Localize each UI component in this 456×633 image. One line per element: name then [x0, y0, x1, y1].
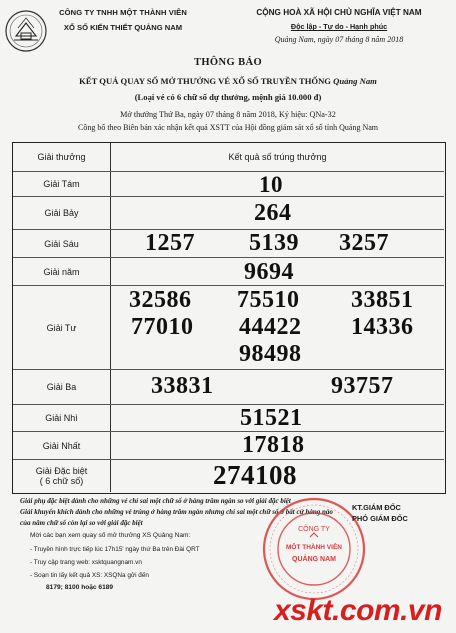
winning-number: 77010 — [131, 314, 194, 340]
winning-number-special: 274108 — [213, 460, 297, 490]
bullet-tv: - Truyền hình trực tiếp lúc 17h15' ngày thứ Ba trên Đài QRT — [30, 546, 200, 553]
winning-number: 98498 — [239, 341, 302, 367]
prize-row-7 — [13, 197, 444, 230]
prize-label: Giải Đặc biệt — [35, 466, 88, 476]
notice-subtitle — [0, 76, 456, 86]
prize-label: Giải Tám — [13, 172, 111, 196]
prize-row-2 — [13, 405, 444, 432]
header-result: Kết quả số trúng thưởng — [228, 152, 327, 162]
prize-label: Giải Tư — [13, 286, 111, 369]
prize-row-5 — [13, 258, 444, 286]
prize-label: Giải Ba — [13, 370, 111, 404]
place-date: Quảng Nam, ngày 07 tháng 8 năm 2018 — [274, 35, 404, 44]
signature-title1: KT.GIÁM ĐỐC — [352, 503, 401, 512]
national-header — [226, 8, 452, 44]
note-consolation: Giải khuyến khích dành cho những vé trúng ở hàng trăm ngàn nhưng chỉ sai một chữ số ở bất cứ hàng nào — [20, 508, 333, 516]
prize-row-3 — [13, 370, 444, 405]
winning-number: 93757 — [331, 373, 394, 399]
seal-text-top: CÔNG TY — [298, 526, 330, 533]
prize-label: Giải Nhất — [13, 432, 111, 459]
national-motto: Độc lập - Tự do - Hạnh phúc — [290, 22, 388, 31]
winning-number: 51521 — [240, 405, 303, 431]
note-special-sub: Giải phụ đặc biệt dành cho những vé chỉ sai một chữ số ở hàng trăm ngàn so với giải đặc biệt — [20, 497, 291, 505]
winning-number: 33851 — [351, 287, 414, 313]
invite-text: Mời các bạn xem quay số mở thưởng XS Quảng Nam: — [30, 532, 191, 539]
winning-number: 17818 — [242, 432, 305, 458]
seal-text-bottom: QUẢNG NAM — [292, 556, 336, 563]
prize-label: Giải Nhì — [13, 405, 111, 431]
prize-row-6 — [13, 230, 444, 258]
winning-number: 5139 — [249, 230, 299, 256]
winning-number: 44422 — [239, 314, 302, 340]
winning-number: 10 — [259, 172, 283, 197]
bullet-sms: - Soạn tin lấy kết quả XS: XSQNa gởi đến — [30, 572, 149, 579]
company-name-block — [48, 8, 198, 32]
notice-title: THÔNG BÁO — [193, 57, 263, 68]
note-consolation-cont: của năm chữ số còn lại so với giải đặc biệt — [20, 519, 143, 527]
seal-text-mid: MỘT THÀNH VIÊN — [286, 544, 342, 551]
winning-number: 3257 — [339, 230, 389, 256]
prize-row-8 — [13, 172, 444, 197]
prize-label: Giải Bảy — [13, 197, 111, 229]
prize-label: Giải Sáu — [13, 230, 111, 257]
prize-label-note: ( 6 chữ số) — [39, 476, 84, 486]
ticket-info: (Loại vé có 6 chữ số dự thưởng, mệnh giá 10.000 đ) — [134, 92, 322, 102]
winning-number: 9694 — [244, 259, 294, 285]
company-line2: XỔ SỐ KIẾN THIẾT QUẢNG NAM — [63, 23, 183, 32]
winning-number: 33831 — [151, 373, 214, 399]
results-table — [12, 142, 446, 494]
draw-info: Mở thưởng Thứ Ba, ngày 07 tháng 8 năm 2018, Ký hiệu: QNa-32 — [120, 110, 336, 119]
table-header-row — [13, 143, 444, 172]
prize-label-special — [13, 460, 111, 492]
prize-row-1 — [13, 432, 444, 460]
signature-title2: PHÓ GIÁM ĐỐC — [352, 514, 408, 523]
company-line1: CÔNG TY TNHH MỘT THÀNH VIÊN — [59, 8, 187, 17]
prize-row-special — [13, 460, 444, 492]
sms-numbers: 8179; 8100 hoặc 6189 — [46, 584, 114, 591]
republic-name: CỘNG HOÀ XÃ HỘI CHỦ NGHĨA VIỆT NAM — [256, 8, 422, 17]
winning-number: 1257 — [145, 230, 195, 256]
announcement: Công bố theo Biên bản xác nhận kết quả XSTT của Hội đồng giám sát xổ số tỉnh Quảng Nam — [77, 123, 379, 132]
header-prize: Giải thưởng — [13, 143, 111, 171]
winning-number: 75510 — [237, 287, 300, 313]
winning-number: 14336 — [351, 314, 414, 340]
notice-subtitle-text: KẾT QUẢ QUAY SỐ MỞ THƯỞNG VÉ XỔ SỐ TRUYỀN THỐNG — [79, 76, 331, 86]
prize-row-4 — [13, 286, 444, 370]
company-logo-icon — [4, 9, 48, 53]
province-name: Quảng Nam — [333, 76, 377, 86]
winning-number: 264 — [254, 200, 292, 226]
prize-label: Giải năm — [13, 258, 111, 285]
winning-number: 32586 — [129, 287, 192, 313]
bullet-web: - Truy cập trang web: xsktquangnam.vn — [30, 559, 142, 566]
watermark: xskt.com.vn — [274, 594, 442, 627]
